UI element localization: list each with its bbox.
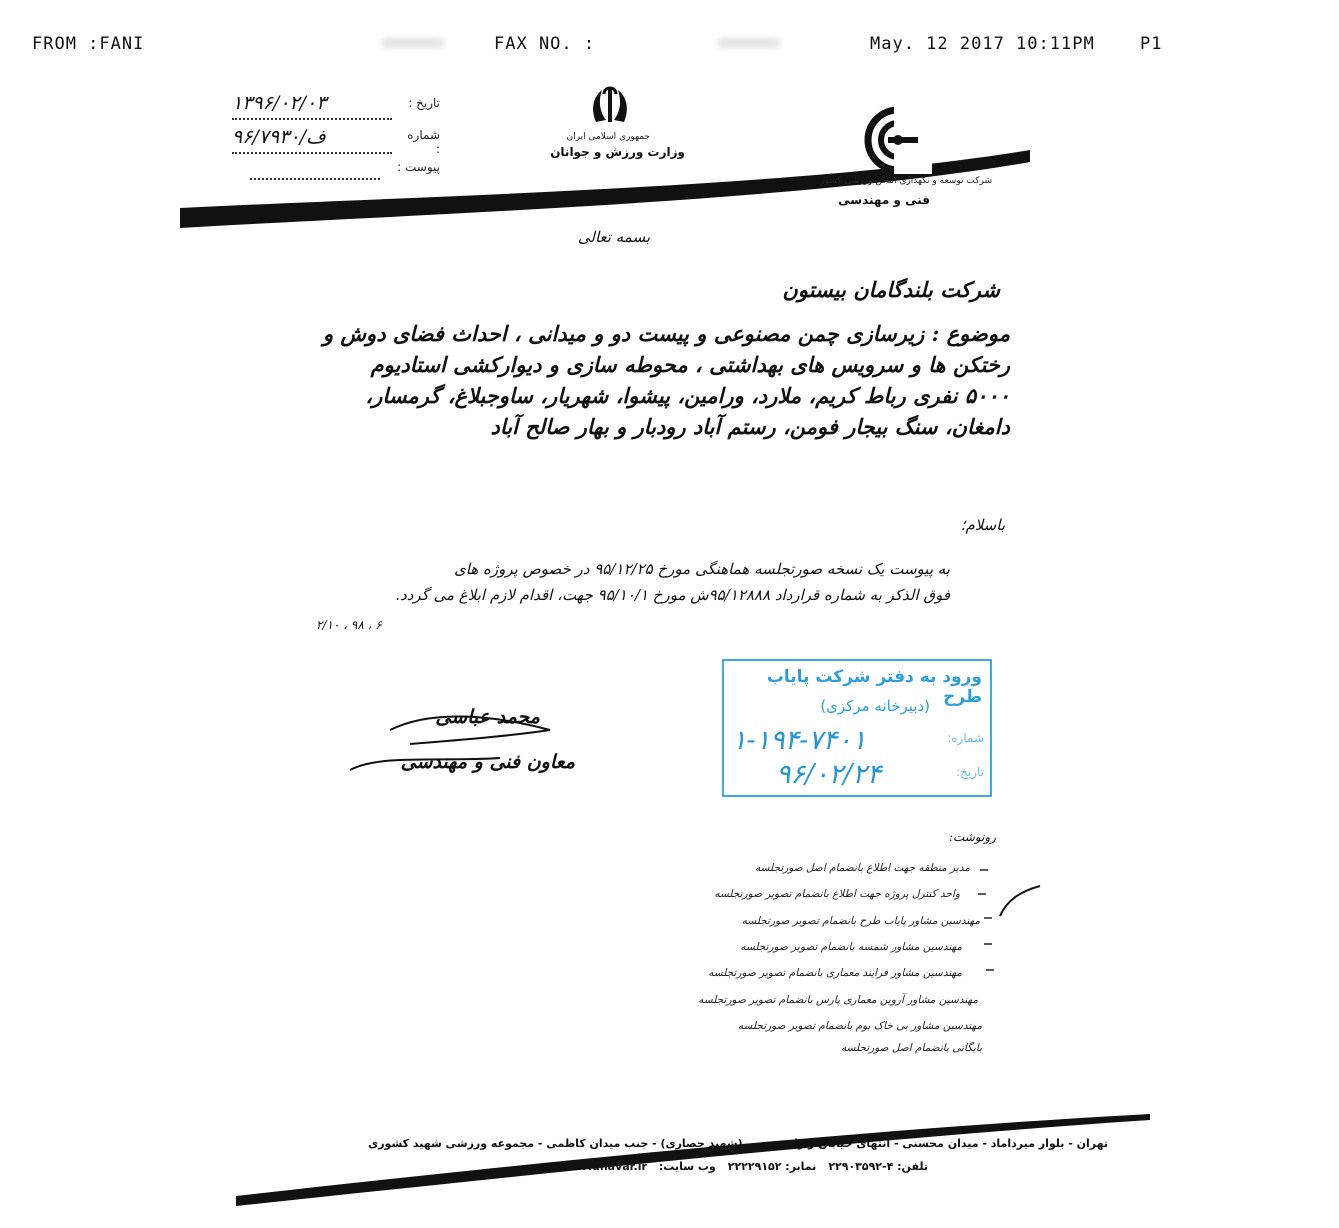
footer-contacts (520, 1160, 928, 1173)
footer-fax: نمابر: ۲۲۲۲۹۱۵۲ (727, 1160, 817, 1173)
number-underline (232, 152, 392, 154)
date-label: تاریخ : (408, 96, 440, 110)
footer-address: تهران - بلوار میرداماد - میدان محسنی - انتهای خیابان رازان جنوبی (شهید حصاری) - جنب میدان کاظمی - مجموعه ورزشی شهید کشوری (368, 1137, 1108, 1150)
company-name-line2: فنی و مهندسی (838, 193, 930, 207)
footer-website[interactable]: www.Tanavar.ir (552, 1160, 647, 1173)
stamp-date-value: ۹۶/۰۲/۲۴ (776, 759, 882, 790)
fax-from: FROM :FANI (32, 34, 145, 54)
subject-line: دامغان، سنگ بیجار فومن، رستم آباد رودبار و بهار صالح آباد (490, 414, 1010, 439)
stamp-date-label: تاریخ: (956, 765, 984, 779)
number-value: ۹۶/۷۹۳۰/ف (232, 126, 326, 148)
cc-item: مهندسین مشاور فرایند معماری بانضمام تصویر صورتجلسه (708, 967, 962, 979)
stamp-number-label: شماره: (947, 731, 984, 745)
received-stamp (722, 659, 992, 797)
invocation: بسمه تعالی (577, 228, 650, 246)
body-line: به پیوست یک نسخه صورتجلسه هماهنگی مورخ ۹۵/۱۲/۲۵ در خصوص پروژه های (454, 560, 950, 578)
footer-phone: تلفن: ۴-۲۲۹۰۳۵۹۲ (828, 1160, 928, 1173)
cc-item: مهندسین مشاور بی خاک بوم بانضمام تصویر صورتجلسه (737, 1020, 982, 1032)
cc-item: مهندسین مشاور آروین معماری پارس بانضمام تصویر صورتجلسه (698, 994, 978, 1006)
attachment-underline (250, 178, 380, 180)
recipient: شرکت بلندگامان بیستون (782, 277, 1000, 302)
cc-item: مهندسین مشاور پایاب طرح بانضمام تصویر صورتجلسه (741, 915, 980, 927)
subject-block (290, 318, 1010, 442)
stamp-subtitle: (دبیرخانه مرکزی) (820, 697, 930, 715)
fax-datetime: May. 12 2017 10:11PM (870, 34, 1095, 54)
company-logo-icon (868, 106, 932, 174)
date-value: ۱۳۹۶/۰۲/۰۳ (232, 92, 327, 114)
subject-line: موضوع : زیرسازی چمن مصنوعی و پیست دو و میدانی ، احداث فضای دوش و (322, 321, 1010, 346)
signer-title: معاون فنی و مهندسی (400, 751, 575, 773)
attachment-label: پیوست : (397, 160, 440, 174)
margin-note: ۲/۱۰ ، ۹۸ ، ۶ (316, 618, 382, 632)
cc-item: بایگانی بانضمام اصل صورتجلسه (840, 1042, 982, 1054)
subject-line: ۵۰۰۰ نفری رباط کریم، ملارد، ورامین، پیشوا، شهریار، ساوجبلاغ، گرمسار، (365, 383, 1010, 408)
cc-dashes (960, 858, 1000, 1058)
body-block (300, 556, 950, 608)
fax-page: P1 (1140, 34, 1163, 54)
cc-item: واحد کنترل پروژه جهت اطلاع بانضمام تصویر صورتجلسه (714, 888, 960, 900)
signer-name: محمد عباسی (435, 706, 540, 728)
fax-number-label: FAX NO. : (494, 34, 596, 54)
company-name-line1: شرکت توسعه و نگهداری اماکن ورزشی کشور (820, 176, 992, 186)
stamp-number-value: ۱-۱۹۴-۷۴۰۱ (732, 725, 867, 756)
cc-item: مدیر منطقه جهت اطلاع بانضمام اصل صورتجلسه (755, 862, 970, 874)
number-label: شماره : (407, 128, 440, 156)
stamp-title: ورود به دفتر شرکت پایاب طرح (766, 667, 982, 707)
footer-website-label: وب سایت: (658, 1160, 716, 1173)
ministry-emblem-icon (593, 88, 627, 122)
date-underline (232, 118, 392, 120)
body-line: فوق الذکر به شماره قرارداد ۹۵/۱۲۸۸۸ش مورخ ۹۵/۱۰/۱ جهت، اقدام لازم ابلاغ می گردد. (395, 586, 950, 604)
cc-heading: رونوشت: (948, 830, 996, 844)
letterhead-graphics (0, 0, 1339, 260)
subject-line: رختکن ها و سرویس های بهداشتی ، محوطه سازی و دیوارکشی استادیوم (370, 352, 1010, 377)
ministry-republic: جمهوری اسلامی ایران (566, 132, 650, 142)
footer-swoosh (0, 1100, 1339, 1210)
ministry-name: وزارت ورزش و جوانان (550, 145, 685, 159)
check-mark-scribble (996, 880, 1050, 920)
greeting: باسلام؛ (960, 516, 1005, 534)
cc-item: مهندسین مشاور شمسه بانضمام تصویر صورتجلسه (740, 941, 962, 953)
